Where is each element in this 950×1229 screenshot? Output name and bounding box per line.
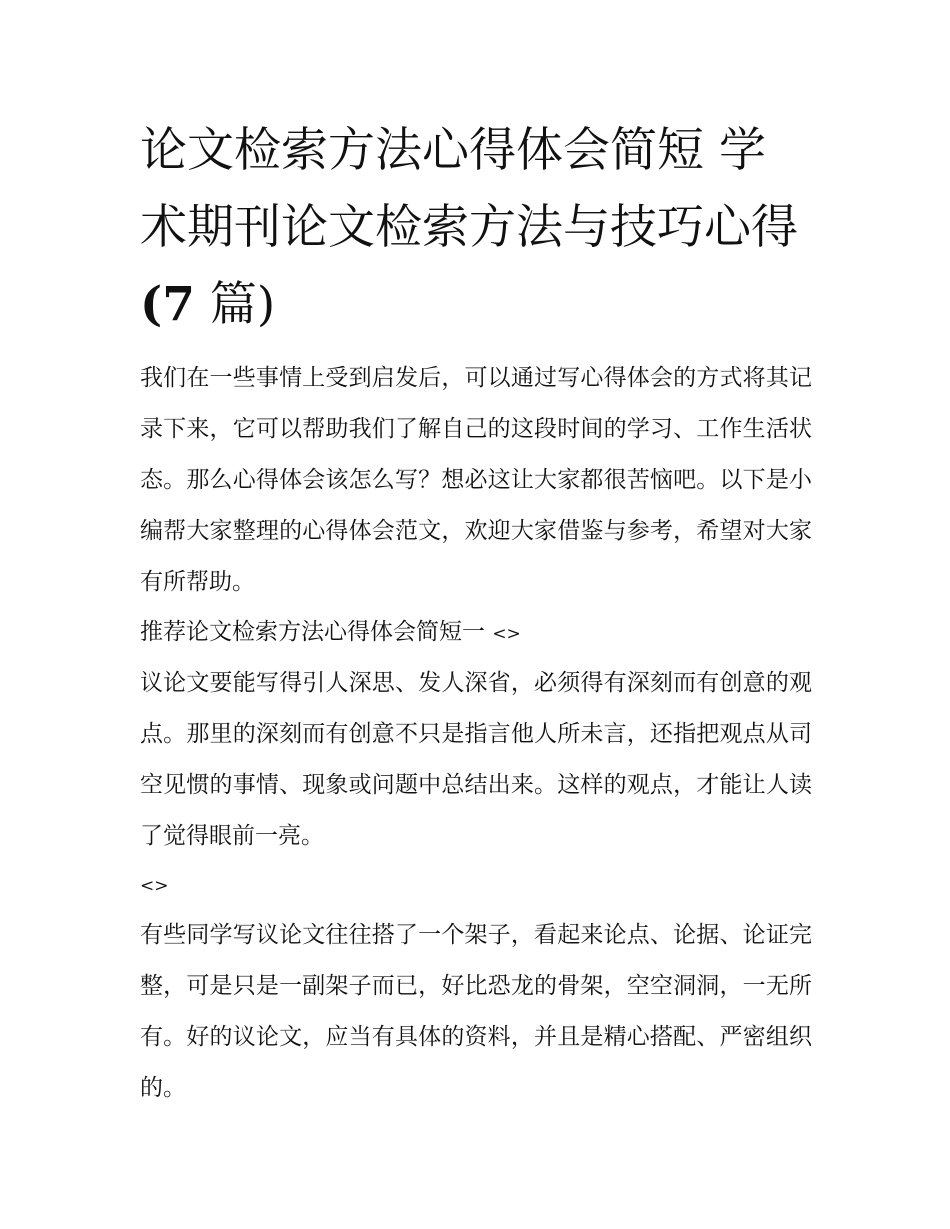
placeholder-marker: <> xyxy=(140,876,169,896)
body-paragraph-1: 议论文要能写得引人深思、发人深省，必须得有深刻而有创意的观点。那里的深刻而有创意不只是指言他人所未言，还指把观点从司空见惯的事情、现象或问题中总结出来。这样的观点，才能让人读了觉得眼前一亮。 xyxy=(140,670,812,849)
section-heading-text: 推荐论文检索方法心得体会简短一 xyxy=(140,619,485,645)
document-page xyxy=(140,112,812,1114)
section-heading-marker: <> xyxy=(492,624,521,644)
section-heading xyxy=(140,608,812,658)
intro-paragraph: 我们在一些事情上受到启发后，可以通过写心得体会的方式将其记录下来，它可以帮助我们了解自己的这段时间的学习、工作生活状态。那么心得体会该怎么写？想必这让大家都很苦恼吧。以下是小编帮大家整理的心得体会范文，欢迎大家借鉴与参考，希望对大家有所帮助。 xyxy=(140,365,812,595)
body-paragraph-2: 有些同学写议论文往往搭了一个架子，看起来论点、论据、论证完整，可是只是一副架子而已，好比恐龙的骨架，空空洞洞，一无所有。好的议论文，应当有具体的资料，并且是精心搭配、严密组织的。 xyxy=(140,922,812,1101)
document-title xyxy=(140,112,812,343)
document-body xyxy=(140,353,812,1114)
title-text: 论文检索方法心得体会简短 学术期刊论文检索方法与技巧心得 xyxy=(140,123,798,255)
title-count: (7 xyxy=(140,277,195,332)
title-suffix: 篇) xyxy=(194,277,276,332)
